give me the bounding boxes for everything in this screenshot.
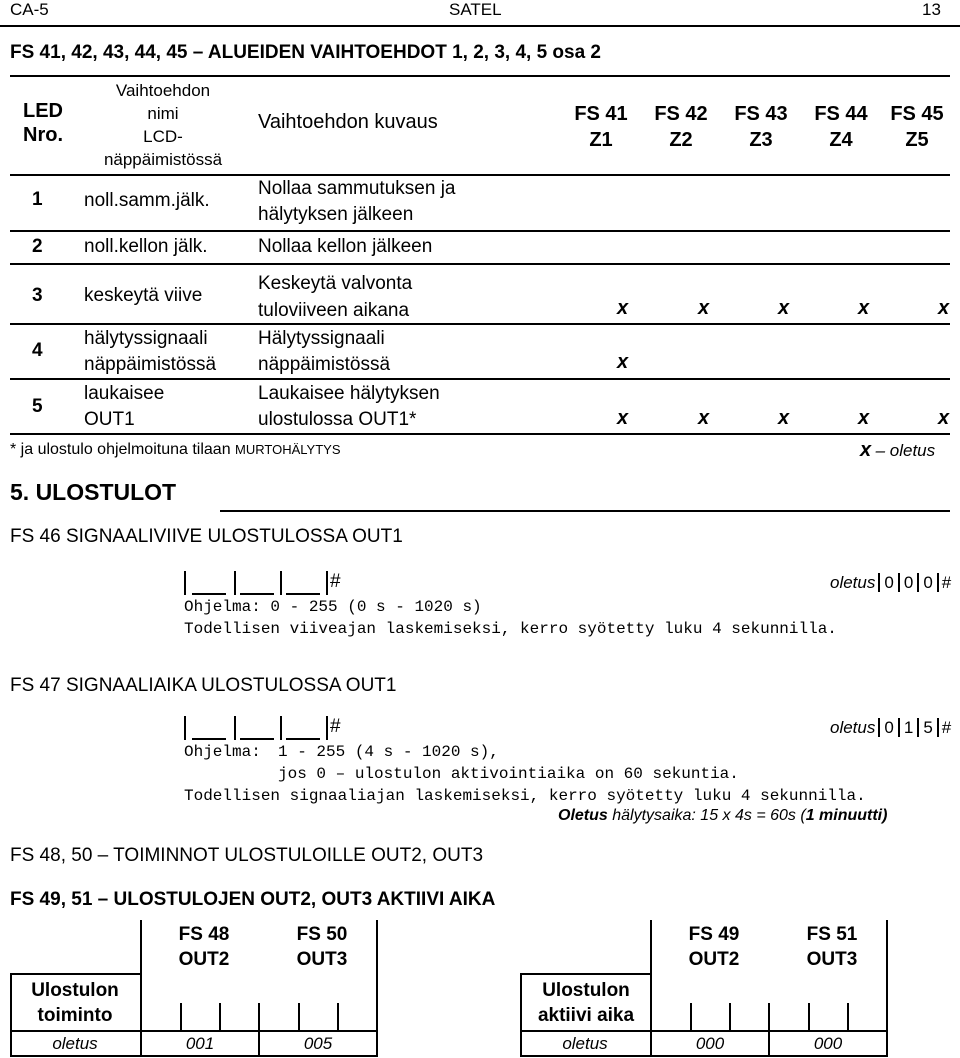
row-label: Ulostulon aktiivi aika xyxy=(537,980,635,1026)
entry-field-divider xyxy=(180,1003,182,1030)
option-description: Nollaa kellon jälkeen xyxy=(258,236,433,257)
entry-field-divider xyxy=(650,1003,652,1030)
default-value: oletus 0 0 0 # xyxy=(830,573,954,593)
table-rule xyxy=(376,920,378,1057)
default-value: 000 xyxy=(695,1034,725,1053)
default-mark: x xyxy=(617,351,629,373)
col-header-zone: FS 43 Z3 xyxy=(734,103,788,151)
page-number: 13 xyxy=(922,0,941,19)
entry-field-divider xyxy=(298,1003,300,1030)
table-bottom-rule xyxy=(10,433,950,435)
col-header-fs50: FS 50 OUT3 xyxy=(296,924,348,970)
entry-field-divider xyxy=(808,1003,810,1030)
fs46-title: FS 46 SIGNAALIVIIVE ULOSTULOSSA OUT1 xyxy=(10,526,403,547)
option-description: Nollaa sammutuksen ja hälytyksen jälkeen xyxy=(258,178,456,225)
default-mark: x xyxy=(858,407,870,429)
row-rule xyxy=(10,230,950,232)
section-title: FS 41, 42, 43, 44, 45 – ALUEIDEN VAIHTOEHDOT 1, 2, 3, 4, 5 osa 2 xyxy=(10,42,602,63)
entry-field-divider xyxy=(234,716,236,740)
table-head-rule xyxy=(10,174,950,176)
table-rule xyxy=(10,1055,378,1057)
entry-field-slot xyxy=(192,738,226,740)
default-label: oletus xyxy=(562,1034,608,1053)
program-range: Ohjelma: 0 - 255 (0 s - 1020 s) xyxy=(184,598,482,616)
row-label: Ulostulon toiminto xyxy=(31,980,119,1026)
fs47-title: FS 47 SIGNAALIAIKA ULOSTULOSSA OUT1 xyxy=(10,675,397,696)
col-header-zone: FS 44 Z4 xyxy=(814,103,868,151)
default-value: 001 xyxy=(185,1034,215,1053)
entry-field-divider xyxy=(219,1003,221,1030)
default-mark: x xyxy=(778,407,790,429)
col-header-desc: Vaihtoehdon kuvaus xyxy=(258,111,438,133)
row-rule xyxy=(10,323,950,325)
default-mark: x xyxy=(938,407,950,429)
option-name: noll.kellon jälk. xyxy=(84,236,208,257)
default-mark: x xyxy=(617,297,629,319)
fs48-title: FS 48, 50 – TOIMINNOT ULOSTULOILLE OUT2, OUT3 xyxy=(10,845,484,866)
entry-field-divider xyxy=(337,1003,339,1030)
table-rule xyxy=(520,1030,888,1032)
entry-field-divider xyxy=(280,716,282,740)
option-description: Hälytyssignaali näppäimistössä xyxy=(258,328,391,375)
program-note: jos 0 – ulostulon aktivointiaika on 60 sekuntia. xyxy=(278,765,739,783)
default-value: oletus 0 1 5 # xyxy=(830,718,954,738)
brand-name: SATEL xyxy=(449,0,502,19)
default-value: 000 xyxy=(813,1034,843,1053)
table-rule xyxy=(10,1030,378,1032)
footnote: * ja ulostulo ohjelmoituna tilaan MURTOHÄLYTYS xyxy=(10,441,341,458)
col-header-fs51: FS 51 OUT3 xyxy=(806,924,858,970)
entry-field-slot xyxy=(240,738,274,740)
chapter-heading: 5. ULOSTULOT xyxy=(10,479,177,505)
option-name: hälytyssignaali näppäimistössä xyxy=(84,328,217,375)
program-note: Todellisen viiveajan laskemiseksi, kerro syötetty luku 4 sekunnilla. xyxy=(184,620,837,638)
row-number: 3 xyxy=(32,285,43,306)
entry-field-divider xyxy=(280,571,282,595)
default-mark: x xyxy=(858,297,870,319)
default-mark: x xyxy=(938,297,950,319)
col-header-fs49: FS 49 OUT2 xyxy=(688,924,740,970)
chapter-rule xyxy=(220,510,950,512)
doc-code: CA-5 xyxy=(10,0,49,19)
option-name: noll.samm.jälk. xyxy=(84,190,210,211)
entry-field-slot xyxy=(286,593,320,595)
option-name: keskeytä viive xyxy=(84,285,203,306)
entry-field-divider xyxy=(768,1003,770,1030)
row-number: 1 xyxy=(32,189,43,210)
table-rule xyxy=(886,920,888,1057)
table-rule xyxy=(520,1055,888,1057)
col-header-led: LED Nro. xyxy=(23,100,63,146)
table-rule xyxy=(10,973,140,975)
row-rule xyxy=(10,378,950,380)
legend: x – oletus xyxy=(860,439,936,461)
row-number: 4 xyxy=(32,340,43,361)
default-mark: x xyxy=(698,297,710,319)
col-header-zone: FS 42 Z2 xyxy=(654,103,708,151)
option-description: Keskeytä valvonta tuloviiveen aikana xyxy=(258,273,413,321)
option-description: Laukaisee hälytyksen ulostulossa OUT1* xyxy=(258,383,440,430)
col-header-zone: FS 45 Z5 xyxy=(890,103,944,151)
table-rule xyxy=(520,973,650,975)
entry-field-divider xyxy=(234,571,236,595)
fs49-title: FS 49, 51 – ULOSTULOJEN OUT2, OUT3 AKTIIVI AIKA xyxy=(10,889,496,910)
entry-field-slot xyxy=(286,738,320,740)
row-number: 2 xyxy=(32,236,43,257)
entry-field-hash: # xyxy=(330,716,341,737)
option-name: laukaisee OUT1 xyxy=(84,383,165,430)
row-number: 5 xyxy=(32,396,43,417)
default-note: Oletus hälytysaika: 15 x 4s = 60s (1 minuutti) xyxy=(558,807,888,824)
default-mark: x xyxy=(778,297,790,319)
header-rule xyxy=(0,25,960,27)
row-rule xyxy=(10,263,950,265)
entry-field-divider xyxy=(326,716,328,740)
default-mark: x xyxy=(698,407,710,429)
entry-field-divider xyxy=(184,571,186,595)
default-value: 005 xyxy=(303,1034,333,1053)
table-top-rule xyxy=(10,75,950,77)
col-header-fs48: FS 48 OUT2 xyxy=(178,924,230,970)
entry-field-slot xyxy=(192,593,226,595)
program-range: 1 - 255 (4 s - 1020 s), xyxy=(278,743,499,761)
entry-field-divider xyxy=(326,571,328,595)
program-label: Ohjelma: xyxy=(184,743,261,761)
program-note: Todellisen signaaliajan laskemiseksi, kerro syötetty luku 4 sekunnilla. xyxy=(184,787,866,805)
default-mark: x xyxy=(617,407,629,429)
default-label: oletus xyxy=(52,1034,98,1053)
entry-field-divider xyxy=(258,1003,260,1030)
entry-field-slot xyxy=(240,593,274,595)
entry-field-hash: # xyxy=(330,571,341,592)
entry-field-divider xyxy=(690,1003,692,1030)
entry-field-divider xyxy=(847,1003,849,1030)
col-header-name: Vaihtoehdon nimi LCD- näppäimistössä xyxy=(103,81,223,169)
entry-field-divider xyxy=(184,716,186,740)
col-header-zone: FS 41 Z1 xyxy=(574,103,628,151)
entry-field-divider xyxy=(140,1003,142,1030)
entry-field-divider xyxy=(729,1003,731,1030)
